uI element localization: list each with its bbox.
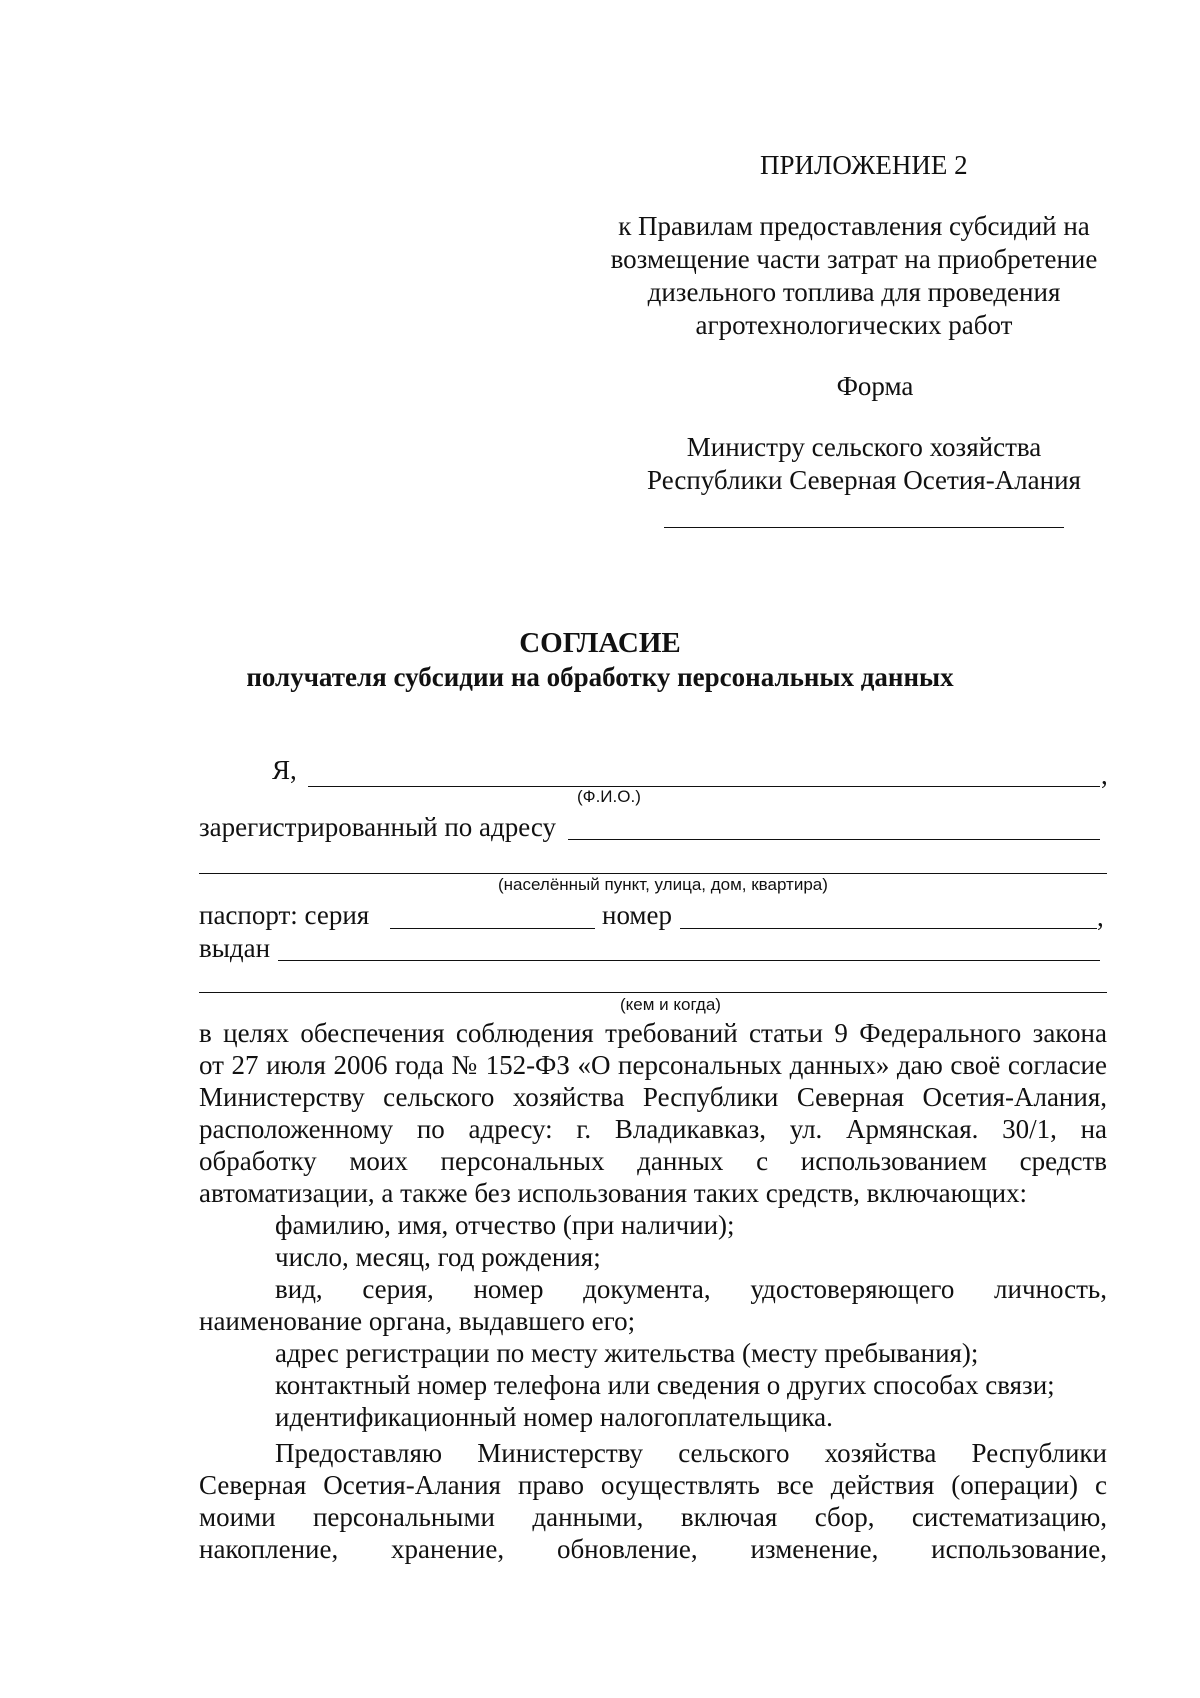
rules-reference-line-2: возмещение части затрат на приобретение [610,244,1098,274]
appendix-title: ПРИЛОЖЕНИЕ 2 [760,150,968,180]
address-line-2[interactable] [199,873,1107,874]
passport-number-label: номер [602,900,673,930]
body-line: от 27 июля 2006 года № 152-ФЗ «О персональных данных» даю своё согласие [199,1050,1107,1080]
list-item-document: вид, серия, номер документа, удостоверяющего личность, [275,1274,1107,1304]
list-item-inn: идентификационный номер налогоплательщика. [275,1402,833,1432]
document-title: СОГЛАСИЕ [519,627,681,659]
comma: , [1097,902,1104,932]
form-label: Форма [836,371,914,401]
passport-series-label: паспорт: серия [199,900,370,930]
rules-reference-line-4: агротехнологических работ [695,310,1013,340]
body-line: Предоставляю Министерству сельского хозяйства Республики [275,1438,1107,1468]
body-line: расположенному по адресу: г. Владикавказ, ул. Армянская. 30/1, на [199,1114,1107,1144]
passport-number-line[interactable] [680,928,1097,929]
i-label: Я, [272,755,297,785]
body-line: автоматизации, а также без использования таких средств, включающих: [199,1178,1028,1208]
addressee-line-1: Министру сельского хозяйства [686,432,1042,462]
fio-caption: (Ф.И.О.) [577,787,641,806]
passport-series-line[interactable] [390,928,595,929]
issued-line-1[interactable] [278,960,1100,961]
document-subtitle: получателя субсидии на обработку персональных данных [246,662,954,692]
issued-line-2[interactable] [199,992,1107,993]
list-item-address: адрес регистрации по месту жительства (месту пребывания); [275,1338,979,1368]
fio-line[interactable] [308,786,1100,787]
address-label: зарегистрированный по адресу [199,812,557,842]
list-item-document-continued: наименование органа, выдавшего его; [199,1306,636,1336]
body-line: моими персональными данными, включая сбор, систематизацию, [199,1502,1107,1532]
addressee-name-line [664,527,1064,528]
comma: , [1101,760,1108,790]
address-caption: (населённый пункт, улица, дом, квартира) [498,875,828,894]
rules-reference-line-3: дизельного топлива для проведения [647,277,1061,307]
list-item-birth: число, месяц, год рождения; [275,1242,601,1272]
body-line: Министерству сельского хозяйства Республики Северная Осетия-Алания, [199,1082,1107,1112]
list-item-fio: фамилию, имя, отчество (при наличии); [275,1210,735,1240]
list-item-phone: контактный номер телефона или сведения о других способах связи; [275,1370,1055,1400]
rules-reference-line-1: к Правилам предоставления субсидий на [618,211,1090,241]
body-line: Северная Осетия-Алания право осуществлять все действия (операции) с [199,1470,1107,1500]
body-line: накопление, хранение, обновление, изменение, использование, [199,1534,1107,1564]
address-line-1[interactable] [568,839,1100,840]
addressee-line-2: Республики Северная Осетия-Алания [647,465,1081,495]
body-line: в целях обеспечения соблюдения требований статьи 9 Федерального закона [199,1018,1107,1048]
issued-label: выдан [199,933,271,963]
issued-caption: (кем и когда) [620,995,721,1014]
body-line: обработку моих персональных данных с использованием средств [199,1146,1107,1176]
